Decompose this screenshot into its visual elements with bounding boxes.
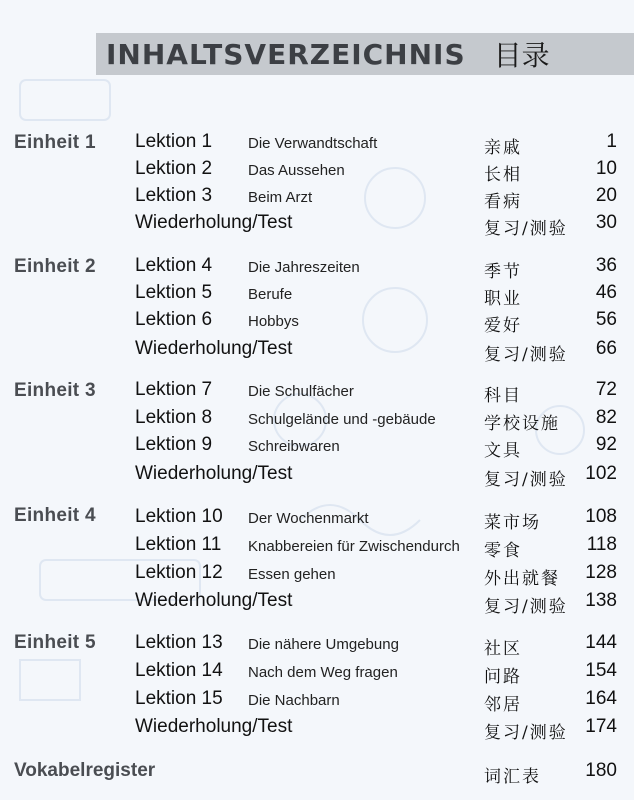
vocab-register-chinese: 词汇表 bbox=[484, 767, 541, 787]
lesson-topic-chinese: 亲戚 bbox=[484, 138, 522, 158]
page-number: 164 bbox=[585, 688, 617, 709]
review-label-chinese: 复习/测验 bbox=[484, 219, 568, 239]
lesson-label: Lektion 7 bbox=[135, 379, 213, 400]
lesson-topic-chinese: 长相 bbox=[484, 165, 522, 185]
lesson-topic-chinese: 社区 bbox=[484, 639, 522, 659]
lesson-topic: Die Schulfächer bbox=[248, 383, 354, 400]
lesson-topic-chinese: 看病 bbox=[484, 192, 522, 212]
toc-row[interactable] bbox=[0, 131, 634, 159]
lesson-topic: Nach dem Weg fragen bbox=[248, 664, 398, 681]
lesson-topic: Die nähere Umgebung bbox=[248, 636, 399, 653]
page-number: 36 bbox=[595, 255, 617, 276]
lesson-label: Lektion 4 bbox=[135, 255, 213, 276]
lesson-topic: Die Verwandtschaft bbox=[248, 135, 378, 152]
lesson-topic-chinese: 零食 bbox=[484, 541, 522, 561]
toc-row[interactable] bbox=[0, 407, 634, 435]
lesson-label: Lektion 12 bbox=[135, 562, 223, 583]
toc-row[interactable] bbox=[0, 534, 634, 562]
toc-row[interactable] bbox=[0, 632, 634, 660]
lesson-topic: Die Jahreszeiten bbox=[248, 259, 360, 276]
unit-label: Einheit 1 bbox=[14, 132, 96, 153]
unit-label: Einheit 5 bbox=[14, 632, 96, 653]
page-title: INHALTSVERZEICHNIS bbox=[106, 37, 466, 71]
toc-row[interactable] bbox=[0, 506, 634, 534]
lesson-topic-chinese: 问路 bbox=[484, 667, 522, 687]
lesson-label: Lektion 10 bbox=[135, 506, 223, 527]
page-number: 128 bbox=[585, 562, 617, 583]
toc-row[interactable] bbox=[0, 158, 634, 186]
toc-row[interactable] bbox=[0, 660, 634, 688]
toc-review-row[interactable] bbox=[0, 338, 634, 366]
vocab-register-page: 180 bbox=[585, 760, 617, 781]
lesson-topic-chinese: 学校设施 bbox=[484, 414, 560, 434]
lesson-topic: Die Nachbarn bbox=[248, 692, 340, 709]
review-label: Wiederholung/Test bbox=[135, 463, 293, 484]
page-number: 102 bbox=[585, 463, 617, 484]
review-label: Wiederholung/Test bbox=[135, 716, 293, 737]
lesson-topic: Knabbereien für Zwischendurch bbox=[248, 538, 460, 555]
lesson-topic: Hobbys bbox=[248, 313, 299, 330]
lesson-label: Lektion 2 bbox=[135, 158, 213, 179]
page-number: 82 bbox=[595, 407, 617, 428]
toc-row[interactable] bbox=[0, 688, 634, 716]
lesson-topic: Schulgelände und -gebäude bbox=[248, 411, 436, 428]
review-label: Wiederholung/Test bbox=[135, 590, 293, 611]
title-bar bbox=[96, 33, 634, 75]
unit-label: Einheit 2 bbox=[14, 256, 96, 277]
toc-row[interactable] bbox=[0, 379, 634, 407]
lesson-topic-chinese: 外出就餐 bbox=[484, 569, 560, 589]
lesson-label: Lektion 15 bbox=[135, 688, 223, 709]
page-number: 46 bbox=[595, 282, 617, 303]
page-number: 174 bbox=[585, 716, 617, 737]
page-number: 20 bbox=[595, 185, 617, 206]
lesson-topic-chinese: 季节 bbox=[484, 262, 522, 282]
review-label: Wiederholung/Test bbox=[135, 212, 293, 233]
lesson-topic-chinese: 科目 bbox=[484, 386, 522, 406]
unit-label: Einheit 4 bbox=[14, 505, 96, 526]
page-number: 30 bbox=[595, 212, 617, 233]
page-number: 154 bbox=[585, 660, 617, 681]
lesson-label: Lektion 14 bbox=[135, 660, 223, 681]
lesson-label: Lektion 3 bbox=[135, 185, 213, 206]
toc-row[interactable] bbox=[0, 434, 634, 462]
lesson-topic: Essen gehen bbox=[248, 566, 336, 583]
review-label-chinese: 复习/测验 bbox=[484, 345, 568, 365]
page-number: 72 bbox=[595, 379, 617, 400]
lesson-topic: Das Aussehen bbox=[248, 162, 345, 179]
lesson-topic: Der Wochenmarkt bbox=[248, 510, 369, 527]
lesson-label: Lektion 13 bbox=[135, 632, 223, 653]
lesson-topic-chinese: 职业 bbox=[484, 289, 522, 309]
page-number: 10 bbox=[595, 158, 617, 179]
review-label-chinese: 复习/测验 bbox=[484, 723, 568, 743]
unit-label: Einheit 3 bbox=[14, 380, 96, 401]
page-title-chinese: 目录 bbox=[493, 39, 550, 72]
lesson-label: Lektion 1 bbox=[135, 131, 213, 152]
toc-row[interactable] bbox=[0, 282, 634, 310]
vocab-register-label[interactable]: Vokabelregister bbox=[14, 760, 156, 781]
lesson-topic: Beim Arzt bbox=[248, 189, 313, 206]
page-number: 1 bbox=[606, 131, 617, 152]
review-label-chinese: 复习/测验 bbox=[484, 470, 568, 490]
page-number: 56 bbox=[595, 309, 617, 330]
toc-row[interactable] bbox=[0, 562, 634, 590]
toc-row[interactable] bbox=[0, 185, 634, 213]
toc-row[interactable] bbox=[0, 255, 634, 283]
toc-row[interactable] bbox=[0, 309, 634, 337]
lesson-topic-chinese: 文具 bbox=[484, 441, 522, 461]
page-number: 118 bbox=[586, 534, 617, 555]
toc-review-row[interactable] bbox=[0, 716, 634, 744]
lesson-topic-chinese: 邻居 bbox=[484, 695, 522, 715]
review-label-chinese: 复习/测验 bbox=[484, 597, 568, 617]
toc-review-row[interactable] bbox=[0, 212, 634, 240]
toc-review-row[interactable] bbox=[0, 590, 634, 618]
lesson-topic: Berufe bbox=[248, 286, 293, 303]
lesson-label: Lektion 5 bbox=[135, 282, 213, 303]
page-number: 108 bbox=[585, 506, 617, 527]
page-number: 144 bbox=[585, 632, 617, 653]
page-number: 66 bbox=[595, 338, 617, 359]
toc-review-row[interactable] bbox=[0, 463, 634, 491]
lesson-topic-chinese: 爱好 bbox=[484, 316, 522, 336]
lesson-label: Lektion 6 bbox=[135, 309, 213, 330]
lesson-topic: Schreibwaren bbox=[248, 438, 340, 455]
page-number: 92 bbox=[595, 434, 617, 455]
lesson-label: Lektion 9 bbox=[135, 434, 213, 455]
lesson-topic-chinese: 菜市场 bbox=[484, 513, 541, 533]
lesson-label: Lektion 8 bbox=[135, 407, 213, 428]
lesson-label: Lektion 11 bbox=[135, 534, 222, 555]
page-number: 138 bbox=[585, 590, 617, 611]
review-label: Wiederholung/Test bbox=[135, 338, 293, 359]
